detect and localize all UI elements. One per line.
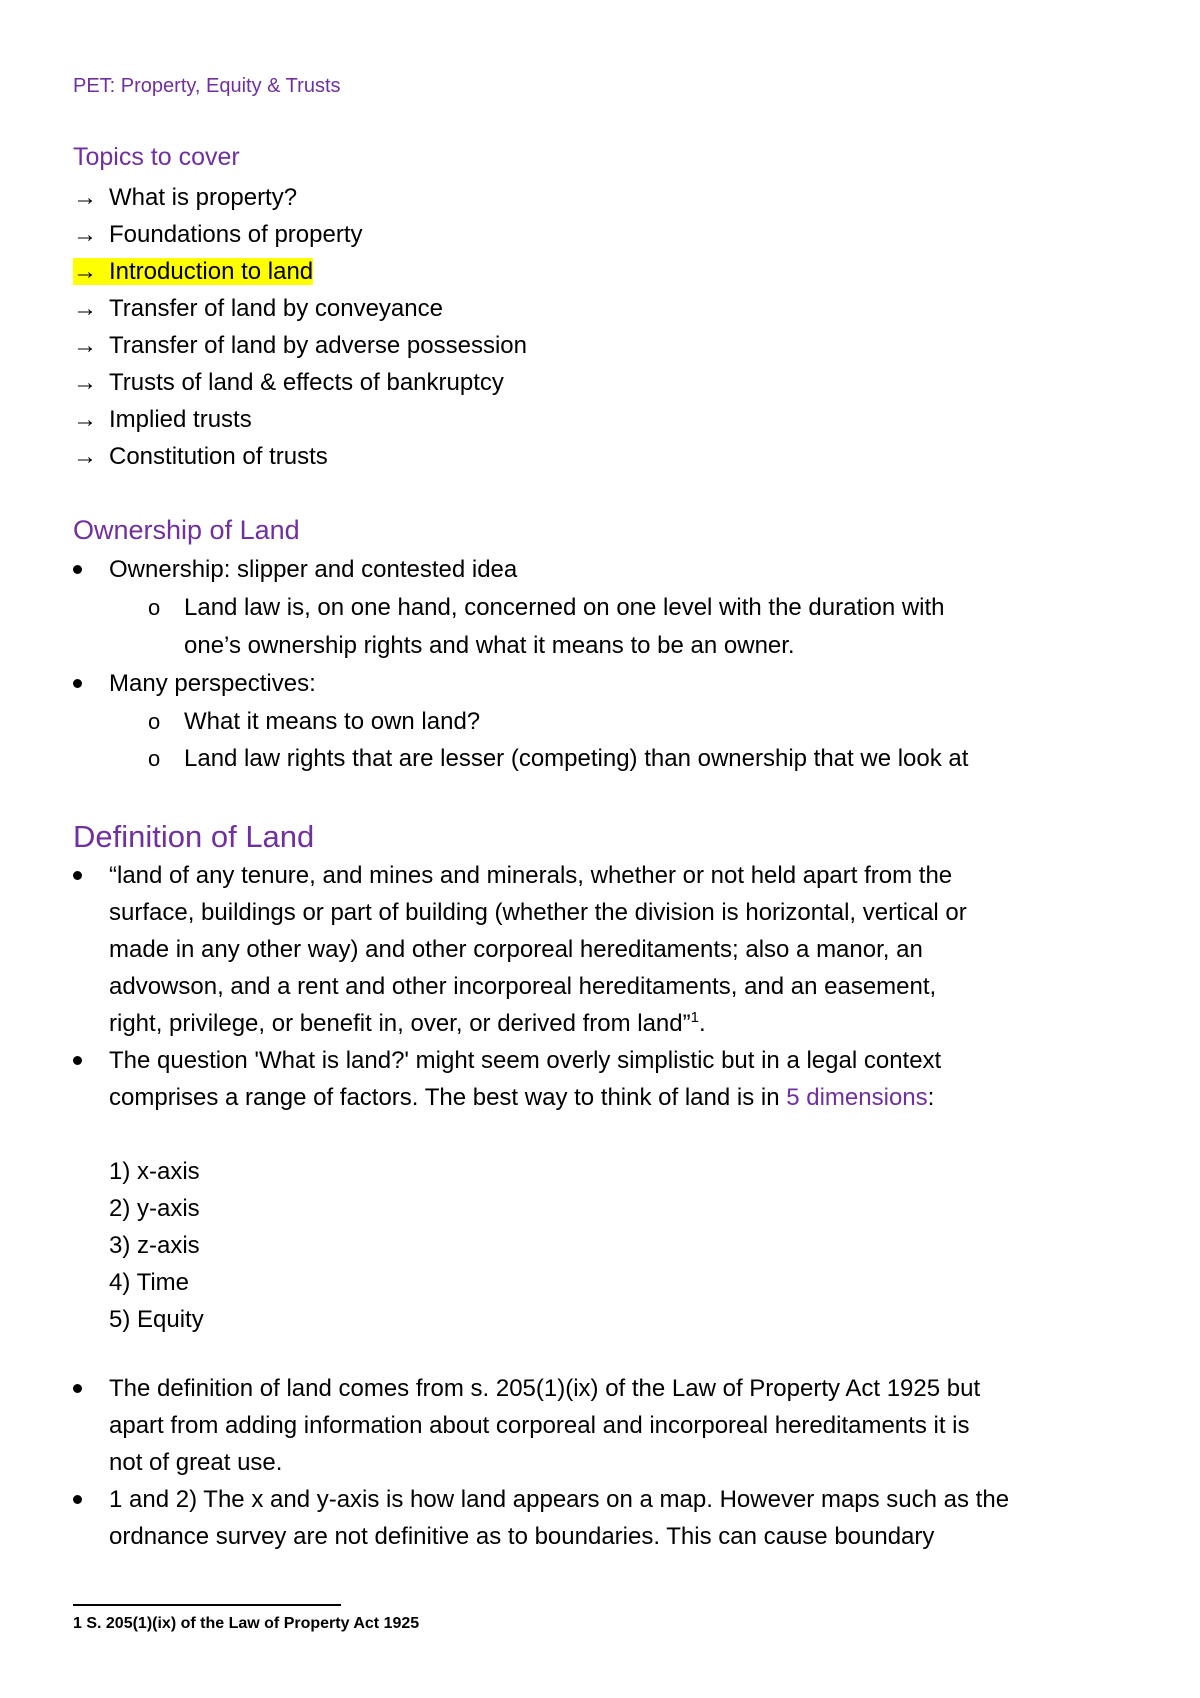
topic-text: What is property?	[109, 184, 298, 211]
topics-list	[73, 179, 527, 475]
footnote-ref[interactable]: 1	[690, 1009, 699, 1026]
arrow-icon: →	[73, 295, 97, 322]
definition-quote-line: “land of any tenure, and mines and minerals, whether or not held apart from the	[109, 862, 953, 889]
ownership-bullet-1: Ownership: slipper and contested idea	[109, 556, 518, 583]
topic-text: Constitution of trusts	[109, 443, 328, 470]
arrow-icon: →	[73, 221, 97, 248]
question-colon: :	[927, 1084, 935, 1111]
ownership-sub-1-line-1: Land law is, on one hand, concerned on one level with the duration with	[184, 594, 945, 621]
arrow-icon: →	[73, 369, 97, 396]
topic-text: Transfer of land by conveyance	[109, 295, 443, 322]
topic-item	[73, 364, 527, 401]
topic-item	[73, 179, 527, 216]
arrow-icon: →	[73, 258, 97, 285]
definition-source-line: apart from adding information about corporeal and incorporeal hereditaments it is	[109, 1412, 970, 1439]
question-text: comprises a range of factors. The best way to think of land is in	[109, 1084, 787, 1111]
topic-item	[73, 401, 527, 438]
ownership-sub-2: What it means to own land?	[184, 708, 481, 735]
ownership-heading: Ownership of Land	[73, 515, 300, 545]
footnote-text: 1 S. 205(1)(ix) of the Law of Property Act 1925	[73, 1615, 420, 1632]
definition-quote-line: advowson, and a rent and other incorporeal hereditaments, and an easement,	[109, 973, 937, 1000]
definition-quote-line: surface, buildings or part of building (whether the division is horizontal, vertical or	[109, 899, 967, 926]
topic-item	[73, 438, 527, 475]
topic-text: Implied trusts	[109, 406, 252, 433]
ownership-sub-1-line-2: one’s ownership rights and what it means to be an owner.	[184, 632, 795, 659]
arrow-icon: →	[73, 443, 97, 470]
dimension-item: 5) Equity	[109, 1306, 204, 1333]
topic-text: Introduction to land	[109, 258, 314, 285]
bullet-icon	[73, 1495, 82, 1504]
quote-end: .	[698, 1010, 706, 1037]
definition-source-line: The definition of land comes from s. 205(1)(ix) of the Law of Property Act 1925 but	[109, 1375, 981, 1402]
topics-heading: Topics to cover	[73, 143, 240, 171]
definition-question-line-2	[109, 1079, 934, 1116]
dimensions-highlight: 5 dimensions	[786, 1084, 928, 1111]
definition-quote-line: right, privilege, or benefit in, over, or derived from land”	[109, 1010, 691, 1037]
sub-bullet-icon: o	[148, 709, 161, 734]
dimension-item: 4) Time	[109, 1269, 190, 1296]
arrow-icon: →	[73, 332, 97, 359]
definition-question-line-1: The question 'What is land?' might seem overly simplistic but in a legal context	[109, 1047, 942, 1074]
topic-text: Foundations of property	[109, 221, 363, 248]
bullet-icon	[73, 679, 82, 688]
bullet-icon	[73, 1056, 82, 1065]
sub-bullet-icon: o	[148, 595, 161, 620]
arrow-icon: →	[73, 406, 97, 433]
dimension-item: 1) x-axis	[109, 1158, 200, 1185]
dimension-item: 2) y-axis	[109, 1195, 200, 1222]
topic-item	[73, 290, 527, 327]
topic-text: Transfer of land by adverse possession	[109, 332, 527, 359]
footnote-divider	[73, 1604, 341, 1606]
bullet-icon	[73, 1384, 82, 1393]
topic-item	[73, 327, 527, 364]
definition-axis-line: 1 and 2) The x and y-axis is how land appears on a map. However maps such as the	[109, 1486, 1010, 1513]
definition-quote-last-line	[109, 1005, 706, 1042]
definition-heading: Definition of Land	[73, 819, 315, 854]
topic-item-highlighted	[73, 253, 527, 290]
ownership-sub-3: Land law rights that are lesser (competing) than ownership that we look at	[184, 745, 969, 772]
bullet-icon	[73, 871, 82, 880]
topic-item	[73, 216, 527, 253]
arrow-icon: →	[73, 184, 97, 211]
topic-text: Trusts of land & effects of bankruptcy	[109, 369, 504, 396]
document-header: PET: Property, Equity & Trusts	[73, 75, 341, 97]
sub-bullet-icon: o	[148, 746, 161, 771]
ownership-bullet-2: Many perspectives:	[109, 670, 316, 697]
definition-source-line: not of great use.	[109, 1449, 283, 1476]
definition-quote-line: made in any other way) and other corporeal hereditaments; also a manor, an	[109, 936, 923, 963]
definition-axis-line: ordnance survey are not definitive as to boundaries. This can cause boundary	[109, 1523, 935, 1550]
bullet-icon	[73, 565, 82, 574]
dimension-item: 3) z-axis	[109, 1232, 200, 1259]
